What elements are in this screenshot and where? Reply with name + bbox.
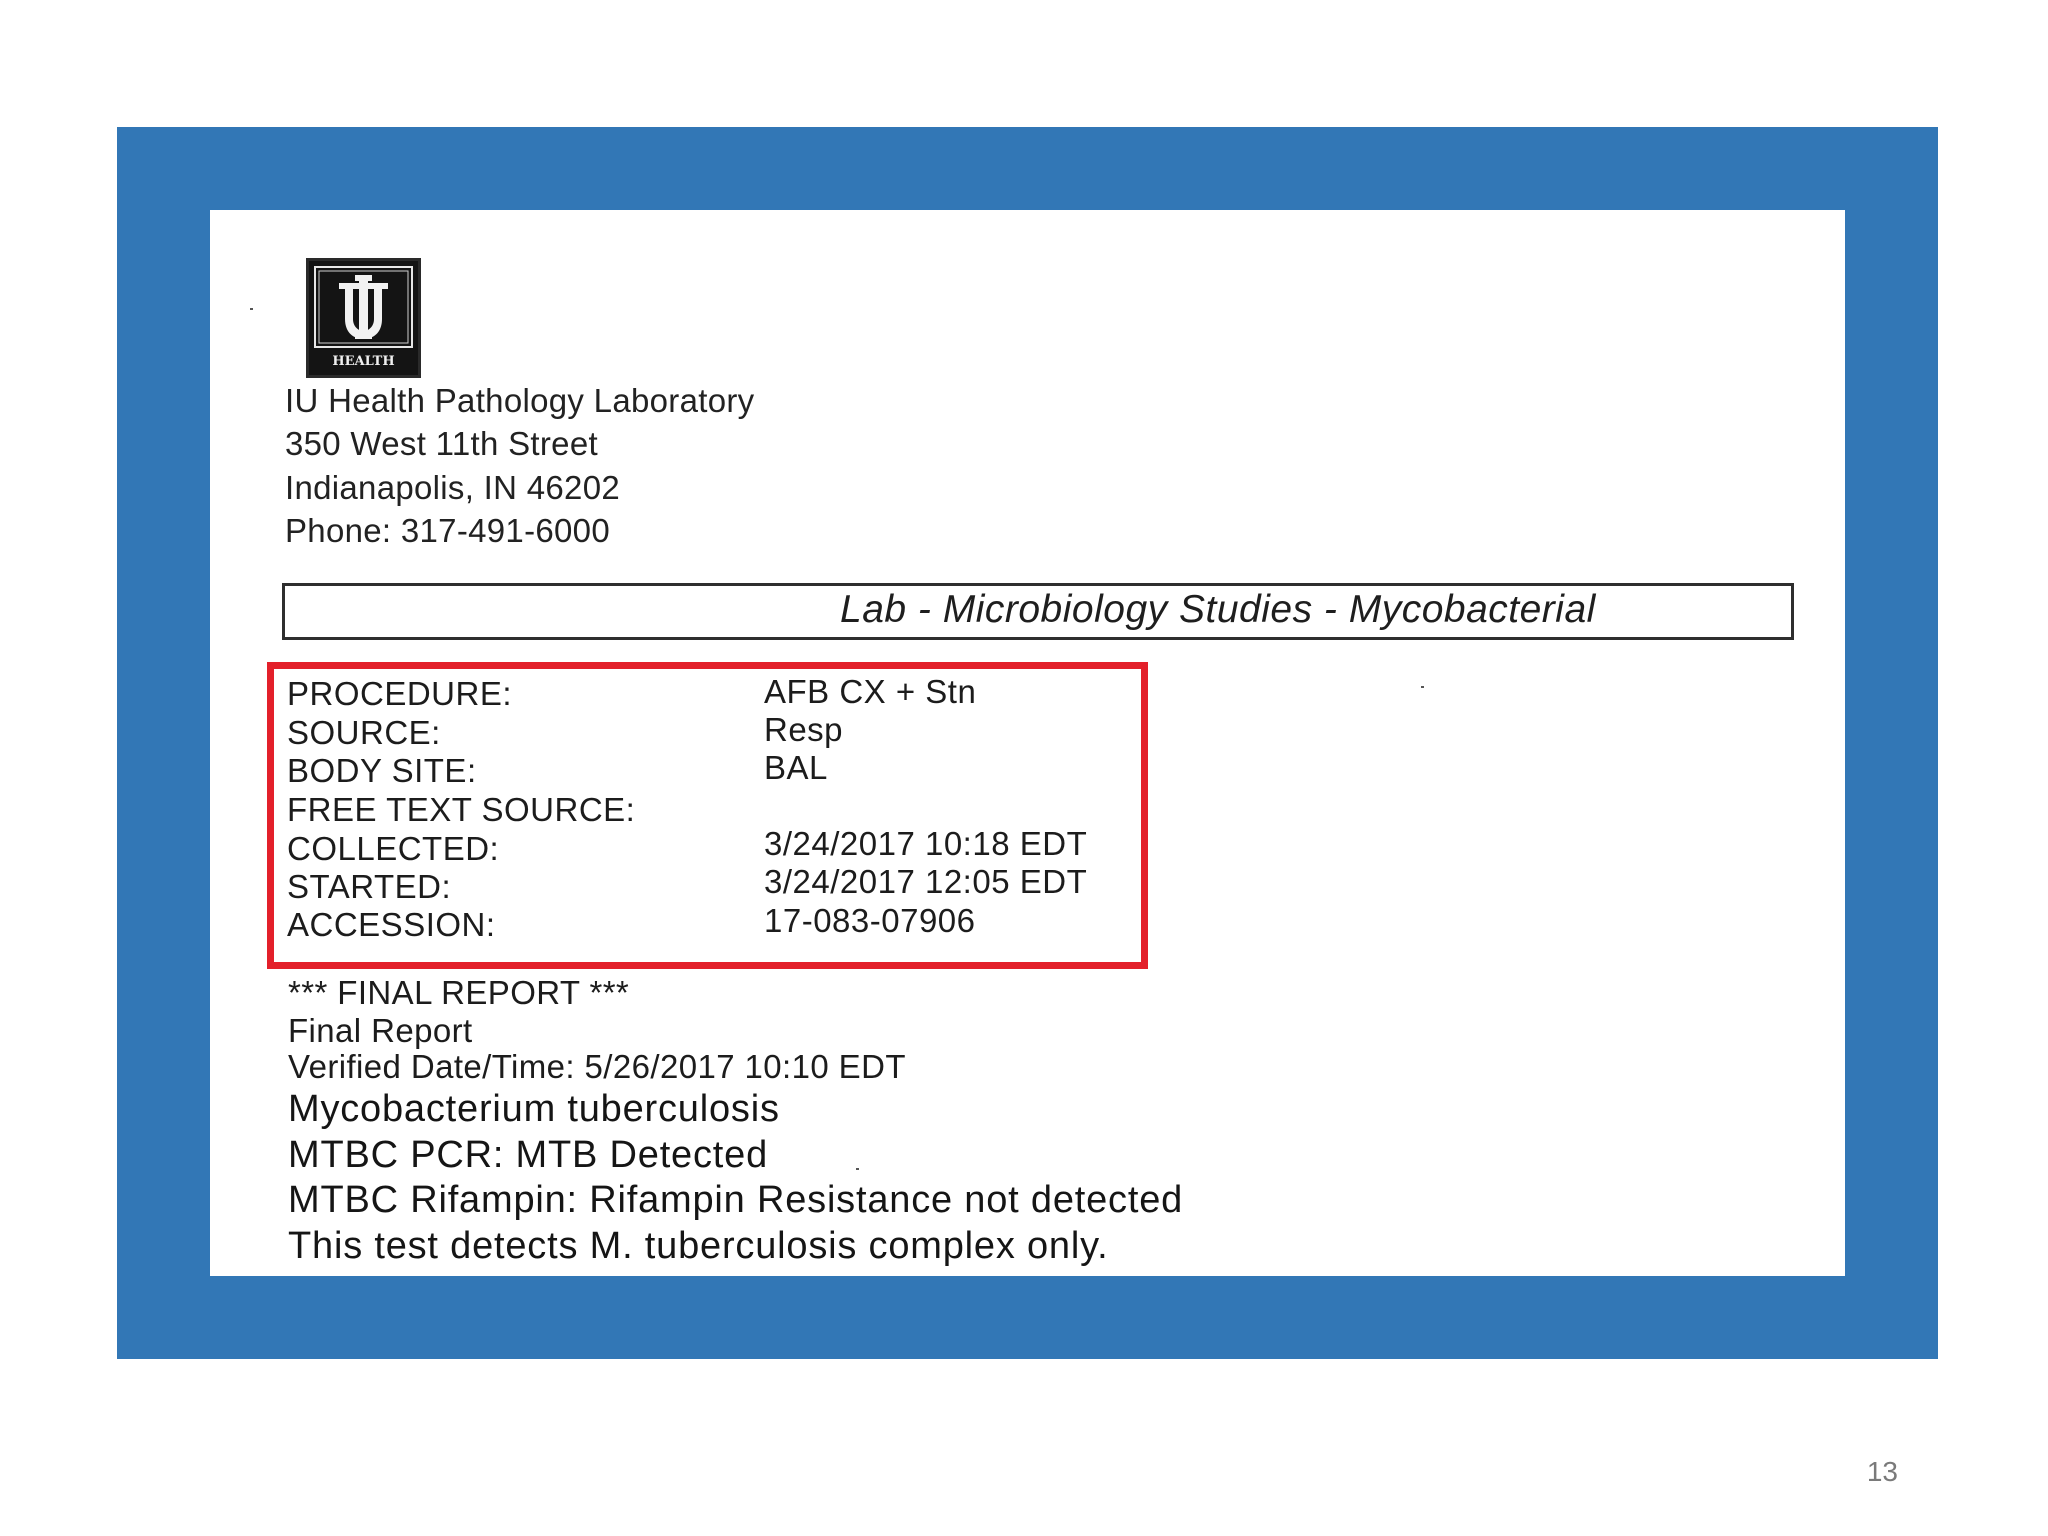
scan-speck xyxy=(856,1168,859,1170)
svg-text:HEALTH: HEALTH xyxy=(332,354,395,369)
procedure-value: AFB CX + Stn xyxy=(764,673,977,710)
source-value: Resp xyxy=(764,711,844,748)
scan-speck xyxy=(250,308,253,310)
body-site-label: BODY SITE: xyxy=(287,752,477,789)
result-rifampin: MTBC Rifampin: Rifampin Resistance not detected xyxy=(288,1179,1184,1221)
started-label: STARTED: xyxy=(287,868,452,905)
verified-datetime: Verified Date/Time: 5/26/2017 10:10 EDT xyxy=(288,1048,906,1085)
started-value: 3/24/2017 12:05 EDT xyxy=(764,863,1088,900)
accession-value: 17-083-07906 xyxy=(764,902,976,939)
iu-health-logo xyxy=(306,258,421,378)
report-status: Final Report xyxy=(288,1012,473,1049)
final-report-banner: *** FINAL REPORT *** xyxy=(288,974,630,1011)
free-text-source-label: FREE TEXT SOURCE: xyxy=(287,791,636,828)
slide-number: 13 xyxy=(1866,1456,1898,1487)
lab-name: IU Health Pathology Laboratory xyxy=(285,382,755,419)
procedure-label: PROCEDURE: xyxy=(287,675,513,712)
lab-phone: Phone: 317-491-6000 xyxy=(285,512,610,549)
collected-label: COLLECTED: xyxy=(287,830,500,867)
scan-speck xyxy=(1421,686,1424,688)
lab-street: 350 West 11th Street xyxy=(285,425,598,462)
result-pcr: MTBC PCR: MTB Detected xyxy=(288,1134,769,1176)
collected-value: 3/24/2017 10:18 EDT xyxy=(764,825,1088,862)
body-site-value: BAL xyxy=(764,749,828,786)
source-label: SOURCE: xyxy=(287,714,441,751)
result-organism: Mycobacterium tuberculosis xyxy=(288,1088,780,1130)
accession-label: ACCESSION: xyxy=(287,906,496,943)
result-note: This test detects M. tuberculosis complex only. xyxy=(288,1225,1109,1267)
lab-city: Indianapolis, IN 46202 xyxy=(285,469,621,506)
section-title: Lab - Microbiology Studies - Mycobacterial xyxy=(840,588,1596,631)
